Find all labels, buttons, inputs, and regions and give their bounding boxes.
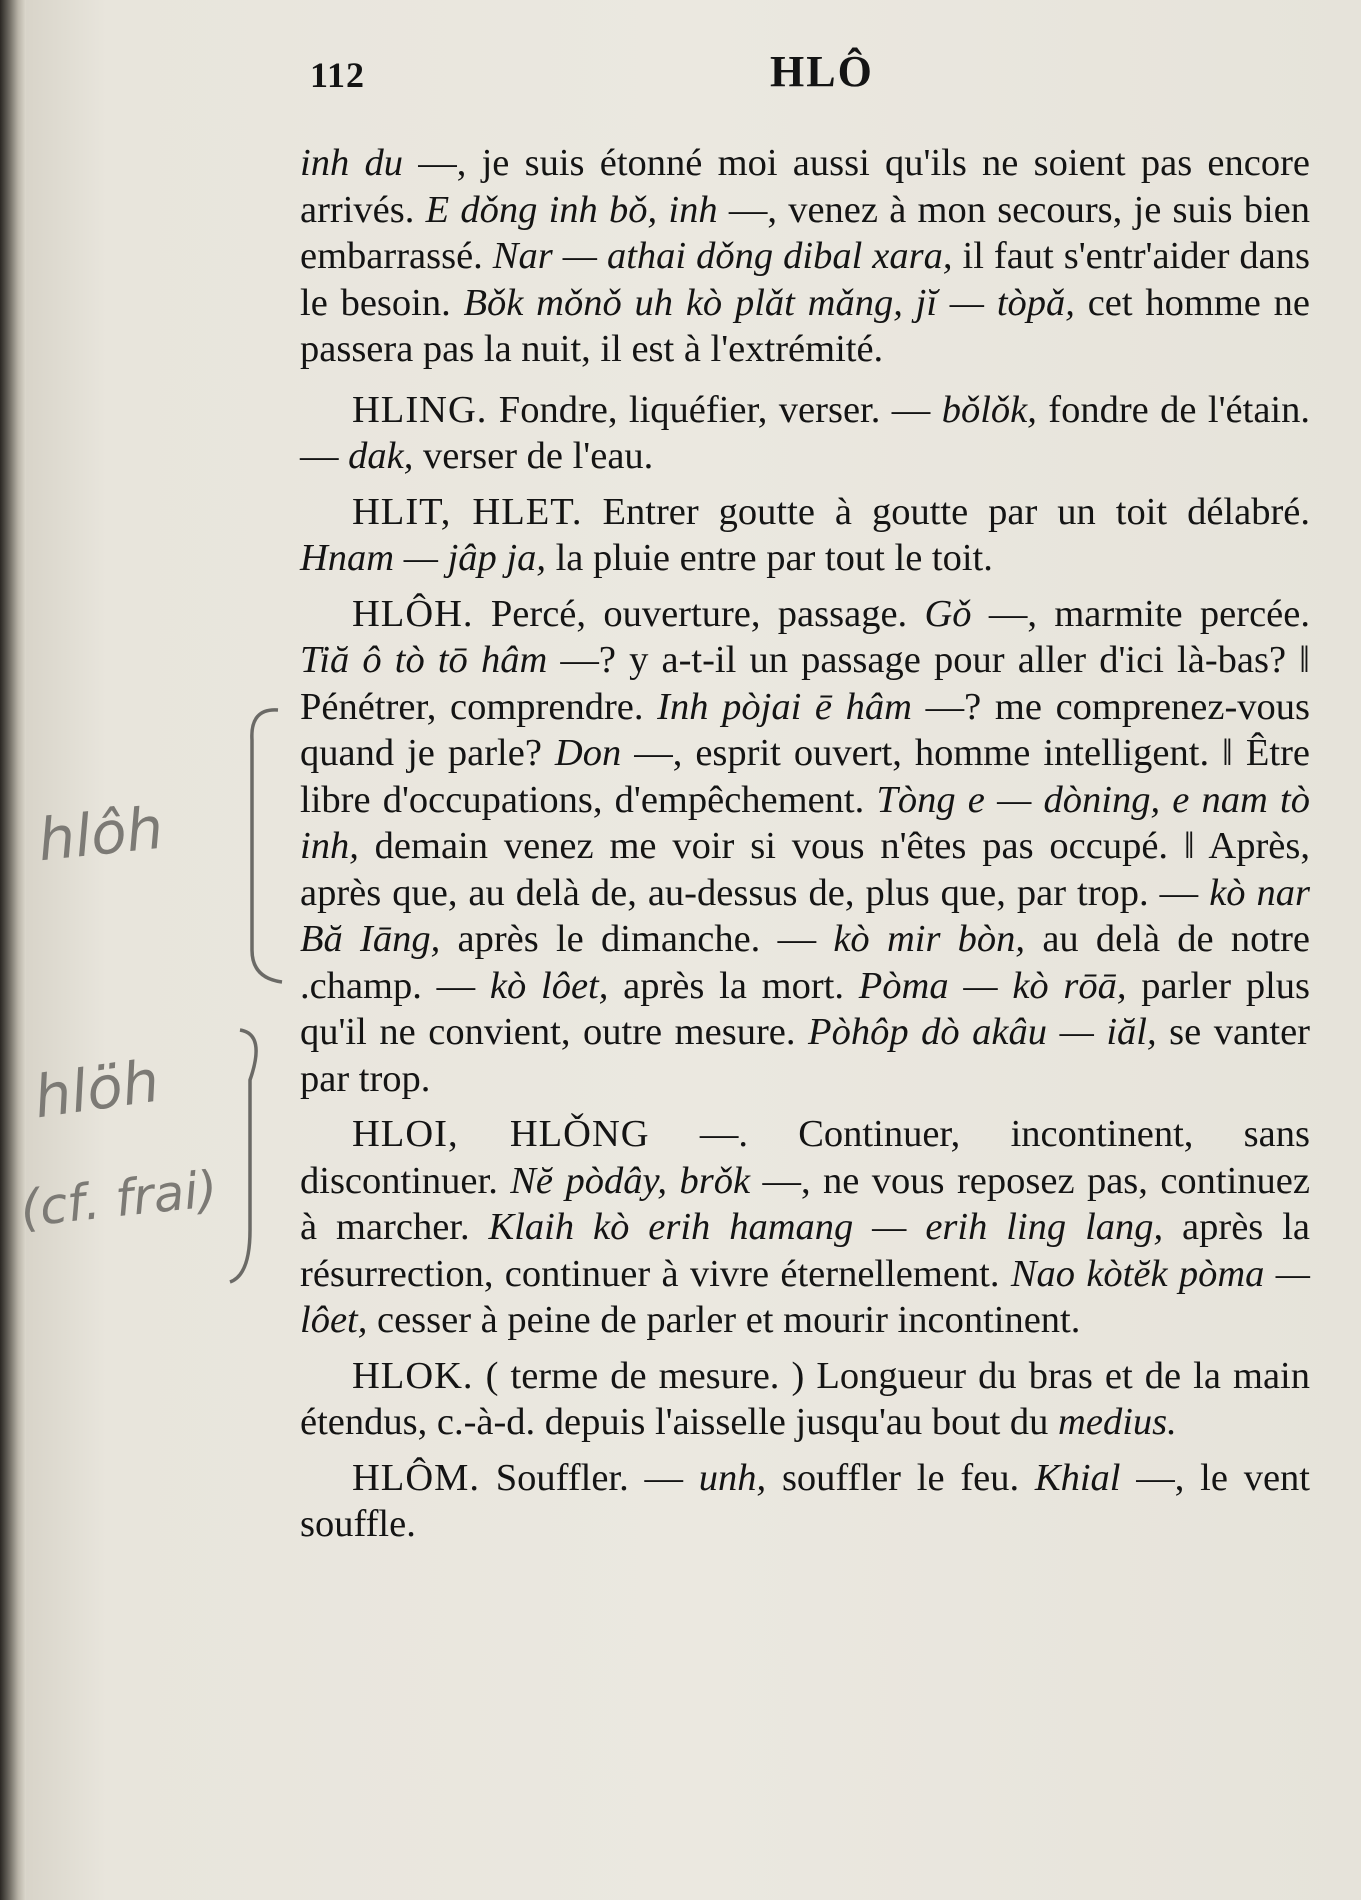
definition-text: au delà de notre .champ. —: [300, 918, 1311, 1007]
vernacular-term: unh,: [698, 1456, 767, 1499]
vernacular-term: kò lôet,: [489, 964, 609, 1007]
definition-text: il faut s'entr'aider dans le besoin.: [300, 235, 1310, 324]
vernacular-term: Nar — athai dǒng dibal xara,: [492, 235, 953, 277]
margin-bracket-2: [220, 1020, 280, 1290]
definition-text: la pluie entre par tout le toit.: [545, 537, 993, 579]
definition-text: Entrer goutte à goutte par un toit délabré.: [582, 490, 1310, 533]
definition-text: cet homme ne passera pas la nuit, il est à l'extrémité.: [300, 281, 1310, 370]
vernacular-term: Klaih kò erih hamang — erih ling lang,: [488, 1206, 1164, 1248]
definition-text: —, ne vous reposez pas, continuez à marcher.: [300, 1159, 1310, 1248]
vernacular-term: Nao kòtĕk pòma — lôet,: [300, 1252, 1310, 1341]
vernacular-term: Hnam — jâp ja,: [300, 537, 546, 579]
definition-text: fondre de l'étain. —: [300, 388, 1310, 477]
book-gutter: [0, 0, 26, 1900]
definition-text: après le dimanche. —: [440, 918, 834, 960]
definition-text: cesser à peine de parler et mourir incontinent.: [367, 1299, 1081, 1341]
vernacular-term: kò nar Bă Iāng,: [300, 871, 1311, 960]
definition-text: —? y a-t-il un passage pour aller d'ici là-bas? ‖ Pénétrer, comprendre.: [300, 639, 1310, 728]
definition-text: —. Continuer, incontinent, sans discontinuer.: [300, 1113, 1310, 1202]
margin-note-hloh-2: hlöh: [29, 1046, 164, 1132]
definition-text: —, esprit ouvert, homme intelligent. ‖ Être libre d'occupations, d'empêchement.: [300, 732, 1310, 821]
definition-text: —, le vent souffle.: [300, 1456, 1310, 1545]
dictionary-entry: [300, 1111, 1310, 1344]
vernacular-term: Bǒk mǒnǒ uh kò plǎt mǎng, jĭ — tòpǎ,: [463, 281, 1075, 324]
vernacular-term: Nĕ pòdây, brǒk: [510, 1159, 751, 1202]
vernacular-term: Khial: [1034, 1456, 1121, 1499]
headword: HLÔH.: [352, 592, 474, 635]
definition-text: —, marmite percée.: [971, 592, 1310, 635]
vernacular-term: Pòma — kò rōā,: [858, 964, 1127, 1007]
definition-text: ( terme de mesure. ) Longueur du bras et de la main étendus, c.-à-d. depuis l'aisselle jusqu'au bout du: [300, 1354, 1310, 1443]
vernacular-term: bǒlǒk,: [941, 388, 1037, 431]
entry-continuation: [300, 140, 1310, 373]
headword: HLOK.: [352, 1354, 474, 1397]
definition-text: souffler le feu.: [766, 1456, 1035, 1499]
dictionary-entry: [300, 387, 1310, 480]
definition-text: Percé, ouverture, passage.: [473, 592, 925, 635]
dictionary-entry: [300, 1455, 1310, 1548]
dictionary-entry: [300, 1353, 1310, 1446]
definition-text: après la résurrection, continuer à vivre éternellement.: [300, 1206, 1310, 1295]
vernacular-term: Gǒ: [924, 592, 972, 635]
definition-text: —? me comprenez-vous quand je parle?: [300, 685, 1311, 774]
dictionary-entry: [300, 489, 1310, 582]
page-header: [0, 46, 1361, 96]
headword: HLÔM.: [352, 1456, 480, 1499]
definition-text: se vanter par trop.: [300, 1011, 1310, 1100]
vernacular-term: Pòhôp dò akâu — iăl,: [808, 1011, 1157, 1053]
vernacular-term: Don: [554, 732, 622, 774]
definition-text: —, venez à mon secours, je suis bien embarrassé.: [300, 188, 1310, 277]
dictionary-text: [300, 140, 1310, 1557]
definition-text: après la mort.: [608, 964, 859, 1007]
vernacular-term: Tiă ô tò tō hâm: [300, 639, 548, 681]
definition-text: parler plus qu'il ne convient, outre mesure.: [300, 964, 1311, 1053]
running-head: HLÔ: [770, 47, 874, 96]
definition-text: demain venez me voir si vous n'êtes pas occupé. ‖ Après, après que, au delà de, au-dessus de, plus que, par trop. —: [300, 825, 1310, 914]
dictionary-entry: [300, 591, 1310, 1103]
vernacular-term: kò mir bòn,: [833, 918, 1026, 960]
definition-text: Fondre, liquéfier, verser. —: [487, 388, 942, 431]
headword: HLOI, HLǑNG: [352, 1113, 650, 1155]
margin-note-hloh: hlôh: [34, 793, 167, 875]
page-number: 112: [310, 55, 366, 95]
vernacular-term: dak,: [348, 435, 414, 477]
margin-bracket-1: [238, 700, 298, 990]
headword: HLING.: [352, 388, 488, 431]
vernacular-term: Inh pòjai ē hâm: [657, 685, 912, 728]
margin-note-cf: (cf. frai): [17, 1159, 221, 1239]
vernacular-term: E dǒng inh bǒ, inh: [425, 188, 718, 231]
definition-text: verser de l'eau.: [413, 435, 654, 477]
definition-text: —, je suis étonné moi aussi qu'ils ne soient pas encore arrivés.: [300, 142, 1311, 231]
vernacular-term: medius.: [1058, 1401, 1177, 1443]
vernacular-term: inh du: [300, 142, 403, 184]
vernacular-term: Tòng e — dòning, e nam tò inh,: [300, 778, 1310, 867]
headword: HLIT, HLET.: [352, 490, 583, 533]
definition-text: Souffler. —: [479, 1456, 699, 1499]
